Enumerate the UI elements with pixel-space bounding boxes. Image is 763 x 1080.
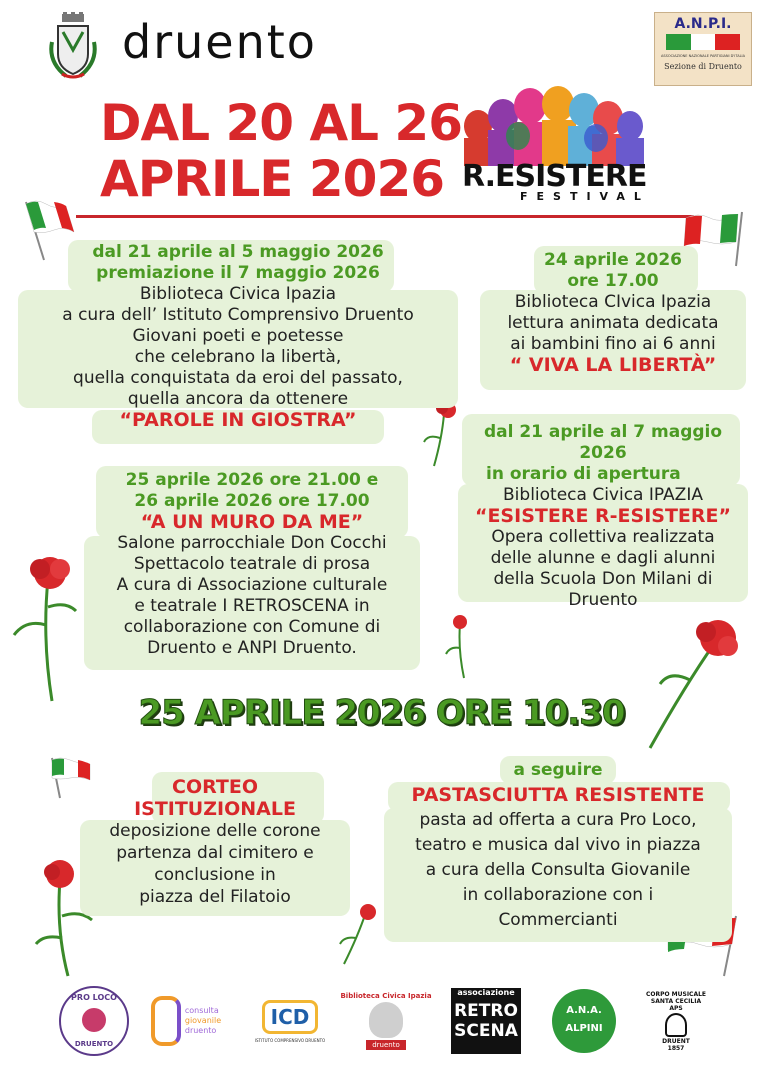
event5-block [80,776,350,908]
event2-block [480,250,746,376]
event1-body-line: Biblioteca Civica Ipazia [139,284,337,304]
town-crest-logo [48,12,98,82]
event5-body-line: conclusione in [154,865,276,885]
event1-date-1: dal 21 aprile al 5 maggio 2026 [92,242,384,262]
event3-body-line: Biblioteca Civica IPAZIA [503,485,703,505]
sponsor-consulta-logo [150,985,222,1057]
event1-block [18,242,458,431]
event4-date-2: 26 aprile 2026 ore 17.00 [134,491,370,511]
event3-date-2: 2026 [579,443,627,463]
icd-sub: ISTITUTO COMPRENSIVO DRUENTO [254,1037,326,1043]
proloco-emblem-icon [82,1008,106,1032]
event2-date-2: ore 17.00 [567,271,659,291]
event4-body-line: Salone parrocchiale Don Cocchi [117,533,387,553]
event3-body-line: Opera collettiva realizzata [491,527,715,547]
event4-body-line: e teatrale I RETROSCENA in [134,596,370,616]
alpini-top: A.N.A. [566,1005,602,1016]
event5-body-line: deposizione delle corone [109,821,321,841]
event6-body-line: in collaborazione con i [462,885,654,905]
proloco-top-text: PRO LOCO [71,993,117,1002]
sponsor-retroscena-logo [450,985,522,1057]
event3-title: “ESISTERE R-ESISTERE” [474,505,732,527]
event1-body-line: a cura dell’ Istituto Comprensivo Druento [62,305,414,325]
anpi-logo [654,12,752,86]
festival-name: R.ESISTERE [462,159,647,194]
carnation-icon [10,555,80,709]
event4-block [84,470,420,659]
event6-body-line: pasta ad offerta a cura Pro Loco, [419,810,697,830]
event5-title-1: CORTEO [172,776,258,798]
event2-body-line: Biblioteca CIvica Ipazia [514,292,712,312]
anpi-small-text: ASSOCIAZIONE NAZIONALE PARTIGIANI D'ITALIA [661,54,745,58]
event1-body-line: Giovani poeti e poetesse [132,326,344,346]
event2-body-line: ai bambini fino ai 6 anni [510,334,716,354]
event4-body-line: Spettacolo teatrale di prosa [133,554,371,574]
event6-body-line: a cura della Consulta Giovanile [425,860,691,880]
event5-body-line: partenza dal cimitero e [116,843,314,863]
event3-body-line: delle alunne e dagli alunni [490,548,716,568]
event2-body-line: lettura animata dedicata [507,313,719,333]
event6-pre: a seguire [513,760,603,780]
consulta-text: giovanile [184,1016,222,1025]
event4-body-line: Druento e ANPI Druento. [147,638,357,658]
biblioteca-text: Biblioteca Civica Ipazia [340,992,432,1000]
retroscena-top: associazione [457,988,515,997]
event6-block [384,758,732,933]
corpo-top: CORPO MUSICALE [645,990,707,998]
carnation-icon [444,614,478,684]
event5-title-2: ISTITUZIONALE [134,798,296,820]
lyre-icon [665,1013,687,1037]
consulta-g-icon [151,996,181,1046]
festival-sub: FESTIVAL [520,190,650,203]
title-line-2: APRILE 2026 [100,150,445,208]
main-date-banner: 25 APRILE 2026 ORE 10.30 [138,693,625,733]
icd-text: ICD [262,1000,319,1034]
title-divider [76,215,694,218]
anpi-flag-icon [666,34,740,50]
corpo-aps: APS [669,1004,683,1012]
corpo-mid: SANTA CECILIA [650,997,702,1005]
corpo-bottom: DRUENT [662,1037,690,1045]
event5-body-line: piazza del Filatoio [139,887,291,907]
retroscena-main: RETRO SCENA [454,1001,518,1041]
title-line-1: DAL 20 AL 26 [100,94,462,152]
event3-date-3: in orario di apertura [486,464,681,484]
event6-body-line: Commercianti [498,910,618,930]
event4-title: “A UN MURO DA ME” [140,511,364,533]
event2-date-1: 24 aprile 2026 [543,250,683,270]
event3-body-line: della Scuola Don Milani di [493,569,713,589]
anpi-logo-text: A.N.P.I. [674,16,732,32]
anpi-section-text: Sezione di Druento [664,62,742,71]
event3-block [458,422,748,611]
corpo-year: 1857 [667,1044,685,1052]
sponsor-corpo-musicale-logo [640,985,712,1057]
event3-body-line: Druento [568,590,638,610]
event4-date-1: 25 aprile 2026 ore 21.00 e [125,470,379,490]
alpini-bottom: ALPINI [565,1023,603,1034]
sponsor-alpini-logo [548,985,620,1057]
festival-silhouettes [458,76,648,166]
event1-body-line: quella ancora da ottenere [127,389,349,409]
sponsor-icd-logo [254,985,326,1057]
event1-title: “PAROLE IN GIOSTRA” [119,409,357,431]
consulta-text: druento [184,1026,217,1035]
proloco-bottom-text: DRUENTO [74,1040,114,1048]
sponsor-biblioteca-logo [340,985,432,1057]
event3-date-1: dal 21 aprile al 7 maggio [483,422,723,442]
event4-body-line: collaborazione con Comune di [123,617,381,637]
town-name: druento [122,15,317,69]
sponsor-proloco-logo [58,985,130,1057]
event1-date-2: premiazione il 7 maggio 2026 [96,263,380,283]
event6-title: PASTASCIUTTA RESISTENTE [411,784,705,806]
event1-body-line: quella conquistata da eroi del passato, [73,368,403,388]
consulta-text: consulta [184,1006,219,1015]
event2-title: “ VIVA LA LIBERTÀ” [509,354,717,376]
biblioteca-sub: druento [366,1040,406,1050]
event1-body-line: che celebrano la libertà, [134,347,342,367]
event6-body-line: teatro e musica dal vivo in piazza [415,835,701,855]
biblioteca-portrait-icon [369,1002,403,1038]
event4-body-line: A cura di Associazione culturale [116,575,388,595]
